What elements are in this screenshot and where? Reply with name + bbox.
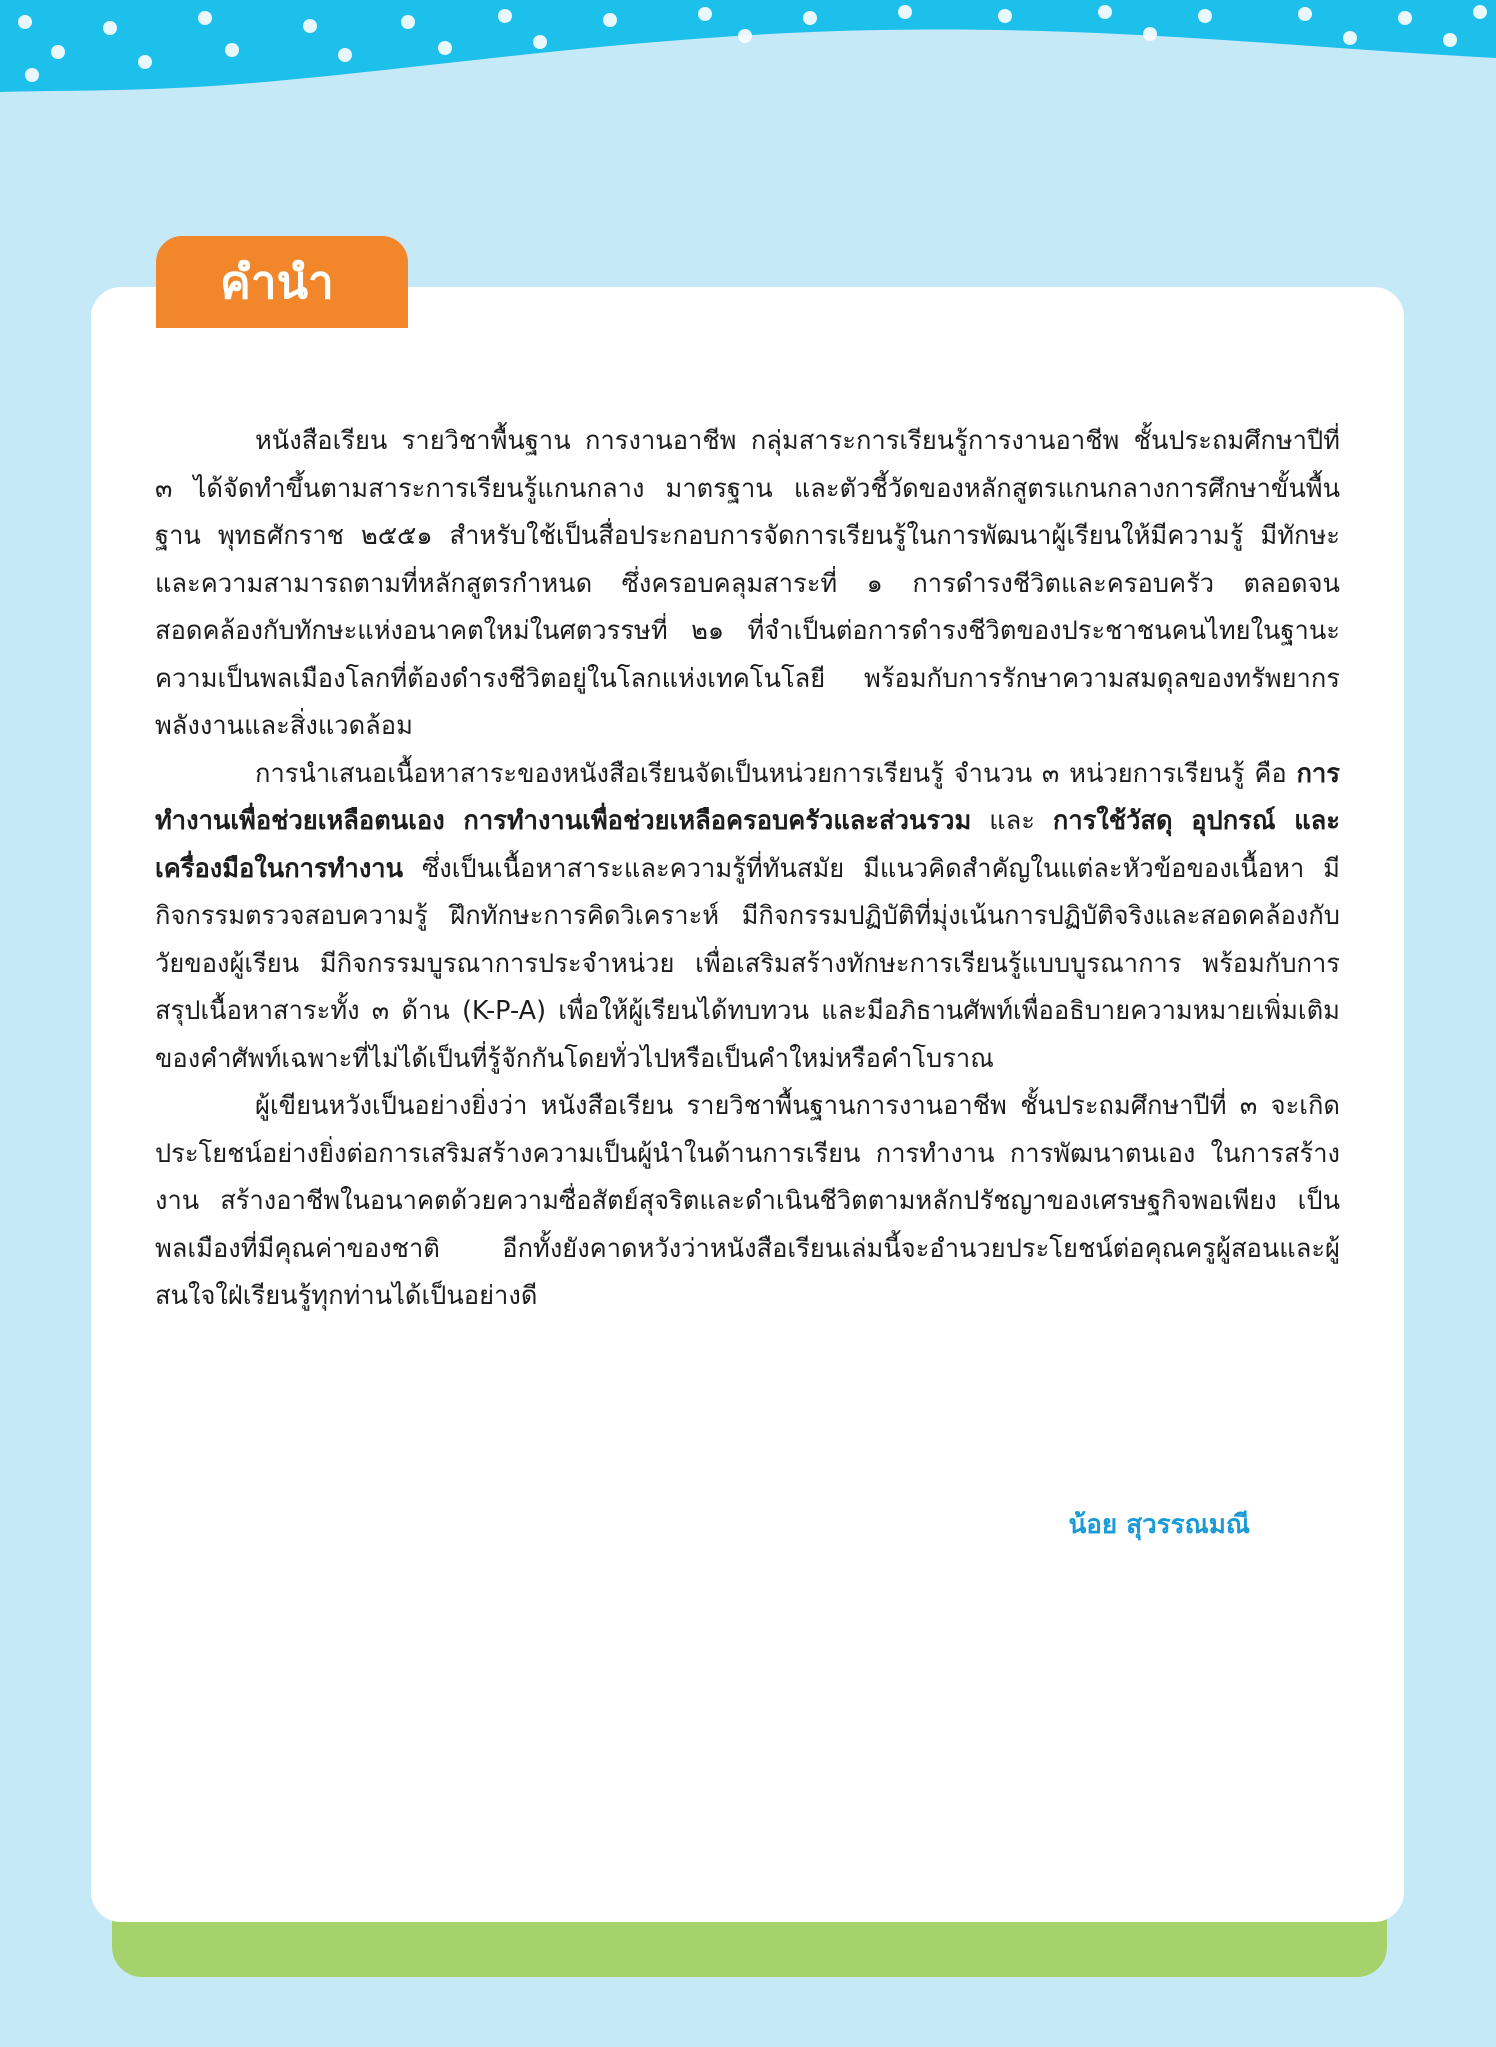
title-tab bbox=[156, 236, 408, 328]
unit-titles-bold-1: การทำงานเพื่อช่วยเหลือตนเอง การทำงานเพื่อช่วยเหลือครอบครัวและส่วนรวม bbox=[155, 758, 1340, 836]
paragraph-2-rest: ซึ่งเป็นเนื้อหาสาระและความรู้ที่ทันสมัย มีแนวคิดสำคัญในแต่ละหัวข้อของเนื้อหา มีกิจกรรมตรวจสอบความรู้ ฝึกทักษะการคิดวิเคราะห์ มีกิจกรรมปฏิบัติที่มุ่งเน้นการปฏิบัติจริงและสอดคล้องกับวัยของผู้เรียน มีกิจกรรมบูรณาการประจำหน่วย เพื่อเสริมสร้างทักษะการเรียนรู้แบบบูรณาการ พร้อมกับการสรุปเนื้อหาสาระทั้ง ๓ ด้าน (K-P-A) เพื่อให้ผู้เรียนได้ทบทวน และมีอภิธานศัพท์เพื่ออธิบายความหมายเพิ่มเติมของคำศัพท์เฉพาะที่ไม่ได้เป็นที่รู้จักกันโดยทั่วไปหรือเป็นคำใหม่หรือคำโบราณ bbox=[155, 853, 1340, 1074]
paragraph-2-intro: การนำเสนอเนื้อหาสาระของหนังสือเรียนจัดเป็นหน่วยการเรียนรู้ จำนวน ๓ หน่วยการเรียนรู้ คือ bbox=[255, 758, 1297, 789]
paragraph-3: ผู้เขียนหวังเป็นอย่างยิ่งว่า หนังสือเรียน รายวิชาพื้นฐานการงานอาชีพ ชั้นประถมศึกษาปีที่ ๓ จะเกิดประโยชน์อย่างยิ่งต่อการเสริมสร้างความเป็นผู้นำในด้านการเรียน การทำงาน การพัฒนาตนเอง ในการสร้างงาน สร้างอาชีพในอนาคตด้วยความซื่อสัตย์สุจริตและดำเนินชีวิตตามหลักปรัชญาของเศรษฐกิจพอเพียง เป็นพลเมืองที่มีคุณค่าของชาติ อีกทั้งยังคาดหวังว่าหนังสือเรียนเล่มนี้จะอำนวยประโยชน์ต่อคุณครูผู้สอนและผู้สนใจใฝ่เรียนรู้ทุกท่านได้เป็นอย่างดี bbox=[155, 1091, 1340, 1311]
author-signature: น้อย สุวรรณมณี bbox=[1068, 1510, 1250, 1540]
paragraph-1: หนังสือเรียน รายวิชาพื้นฐาน การงานอาชีพ กลุ่มสาระการเรียนรู้การงานอาชีพ ชั้นประถมศึกษาปีที่ ๓ ได้จัดทำขึ้นตามสาระการเรียนรู้แกนกลาง มาตรฐาน และตัวชี้วัดของหลักสูตรแกนกลางการศึกษาขั้นพื้นฐาน พุทธศักราช ๒๕๕๑ สำหรับใช้เป็นสื่อประกอบการจัดการเรียนรู้ในการพัฒนาผู้เรียนให้มีความรู้ มีทักษะและความสามารถตามที่หลักสูตรกำหนด ซึ่งครอบคลุมสาระที่ ๑ การดำรงชีวิตและครอบครัว ตลอดจนสอดคล้องกับทักษะแห่งอนาคตใหม่ในศตวรรษที่ ๒๑ ที่จำเป็นต่อการดำรงชีวิตของประชาชนคนไทยในฐานะความเป็นพลเมืองโลกที่ต้องดำรงชีวิตอยู่ในโลกแห่งเทคโนโลยี พร้อมกับการรักษาความสมดุลของทรัพยากร พลังงานและสิ่งแวดล้อม bbox=[155, 426, 1340, 741]
paragraph-2-conjunction: และ bbox=[971, 806, 1053, 836]
page-title: คำนำ bbox=[220, 255, 334, 309]
wavy-dotted-banner bbox=[0, 0, 1496, 110]
unit-title-bold-2: การใช้วัสดุ อุปกรณ์ และเครื่องมือในการทำงาน bbox=[155, 806, 1340, 884]
paragraph-2 bbox=[155, 751, 1340, 1084]
preface-body bbox=[155, 418, 1340, 1321]
